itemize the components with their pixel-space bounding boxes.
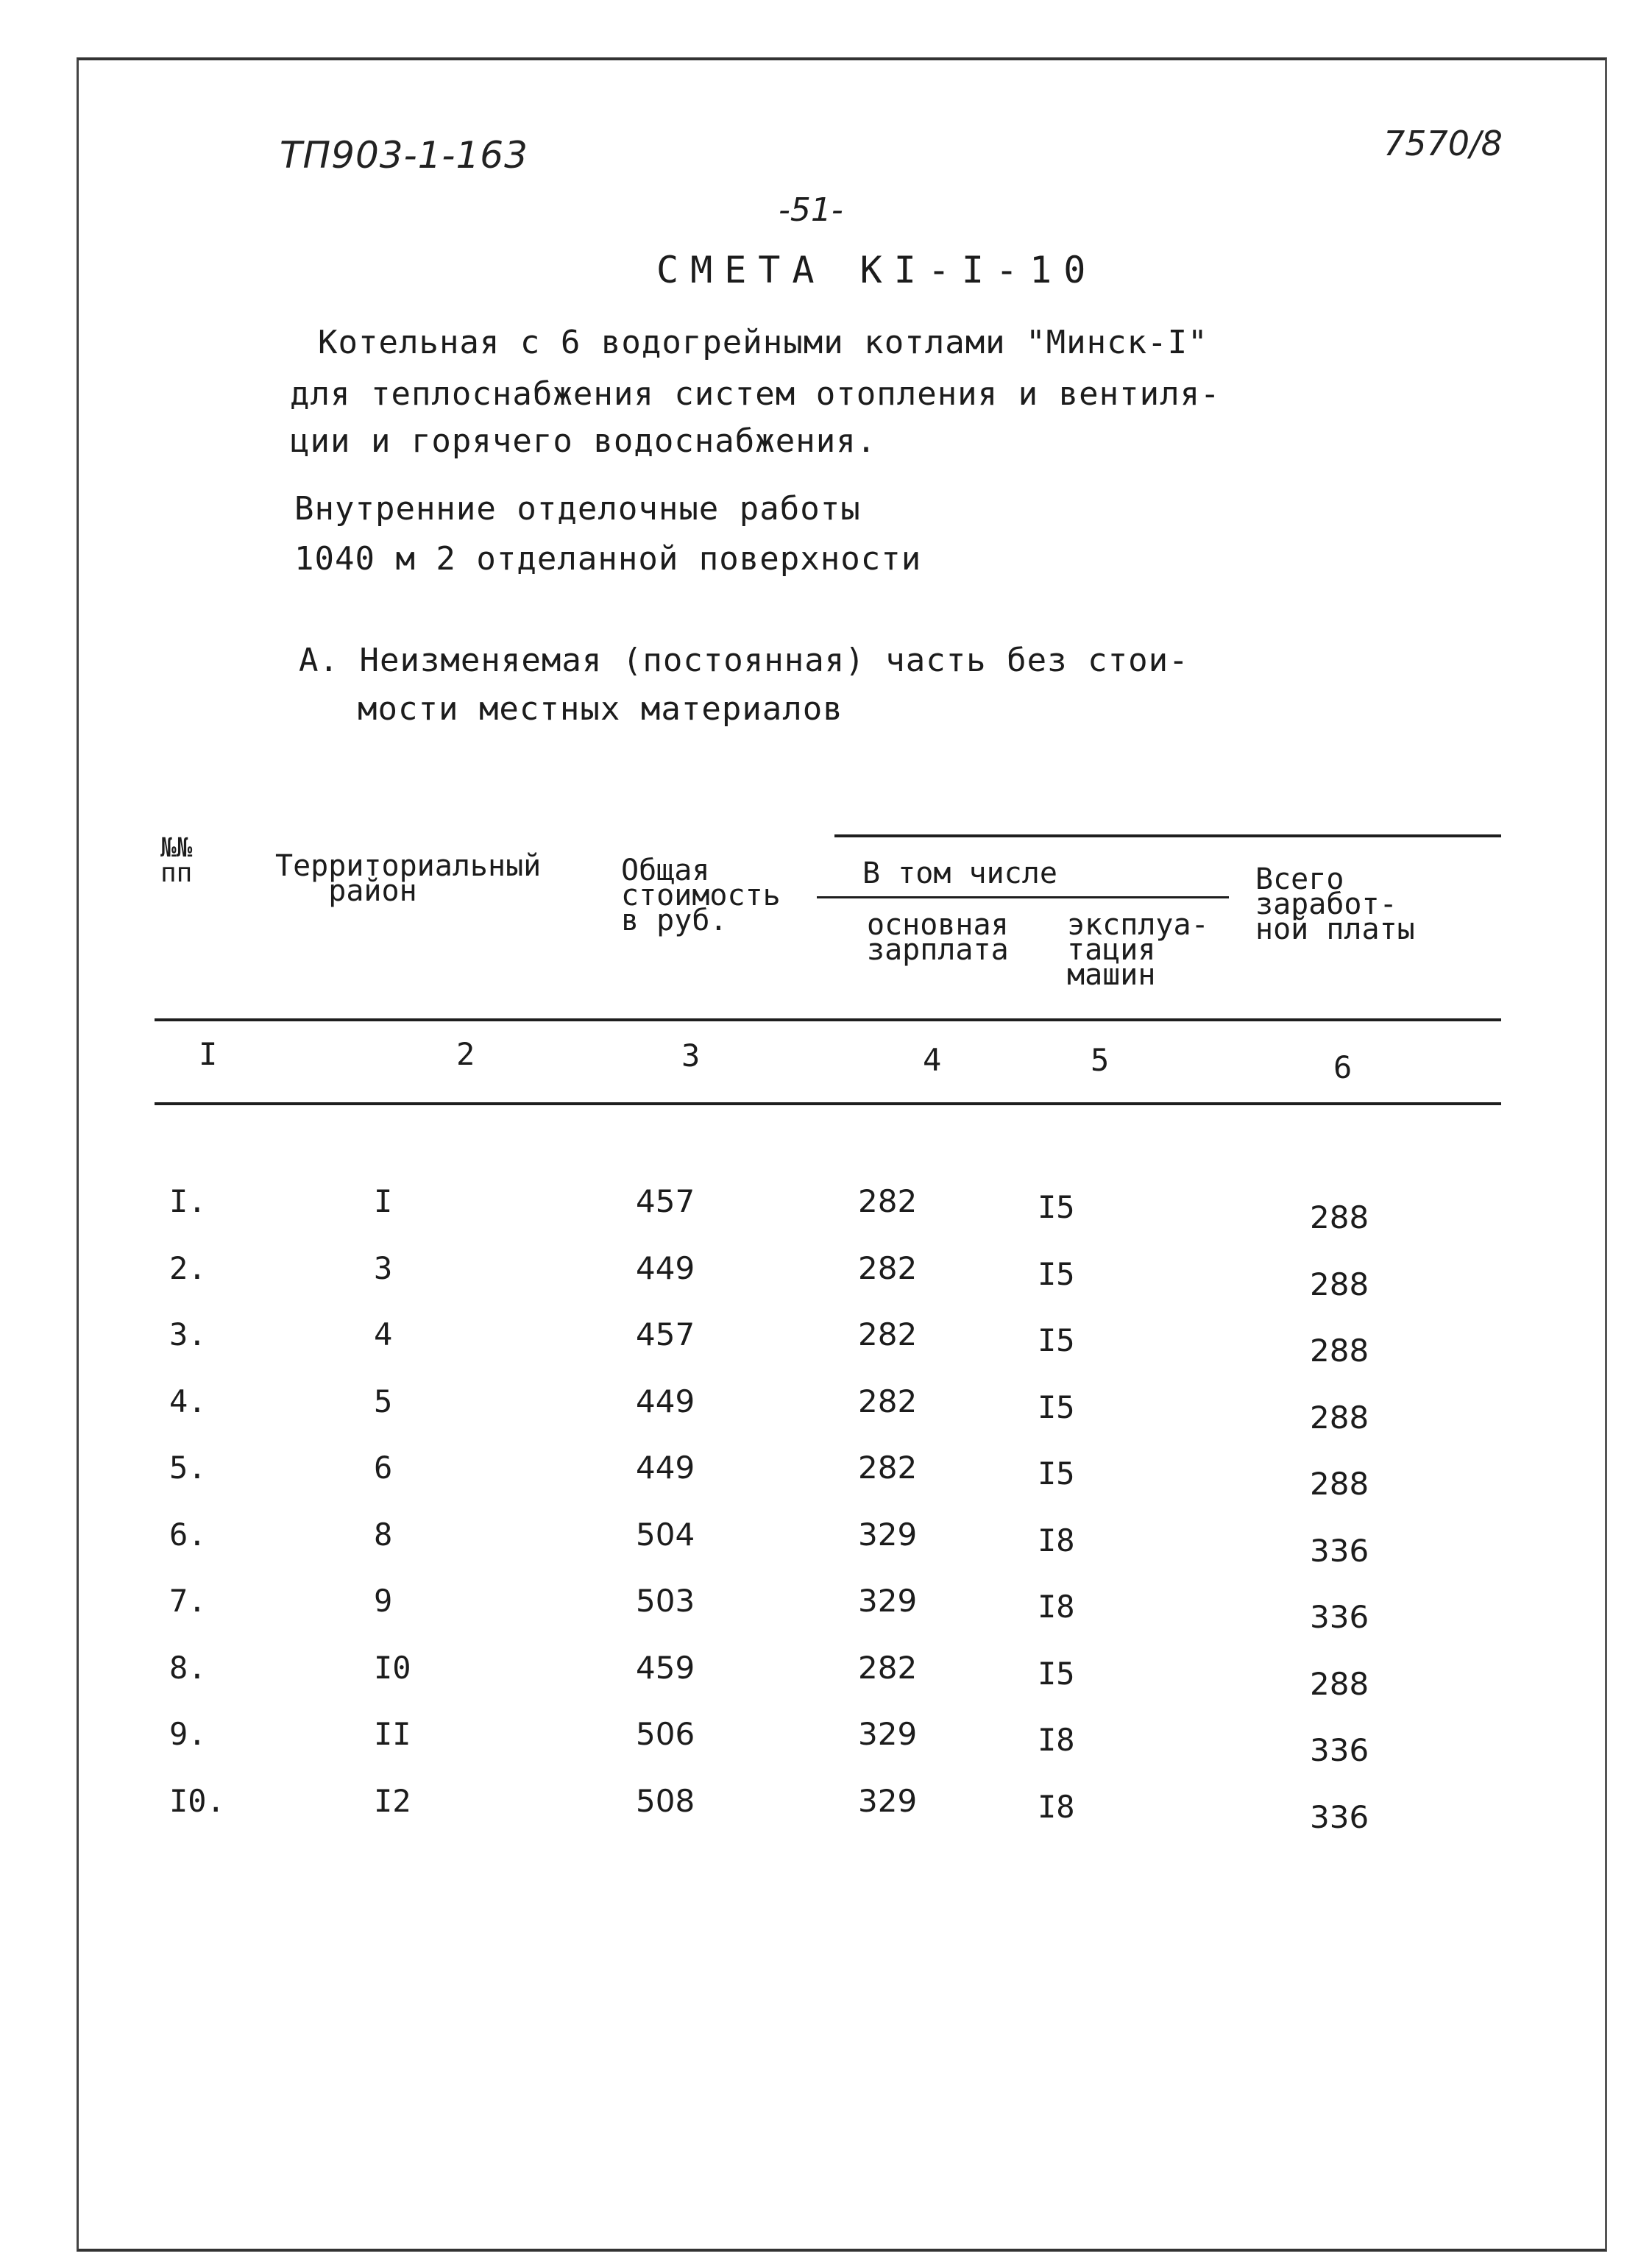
description-line-3: ции и горячего водоснабжения.	[290, 422, 877, 460]
row-base-salary: 282	[858, 1316, 918, 1352]
row-number: 7.	[169, 1583, 207, 1619]
row-district: II	[374, 1716, 411, 1752]
row-number: I.	[169, 1183, 207, 1219]
header-machines: эксплуа- тация машин	[1067, 908, 1209, 992]
row-district: I2	[374, 1782, 411, 1819]
row-total-wage: 288	[1310, 1665, 1369, 1702]
row-total-wage: 336	[1310, 1532, 1369, 1569]
description-line-1: Котельная с 6 водогрейными котлами "Минск-I"	[318, 324, 1208, 361]
row-total-cost: 449	[636, 1249, 695, 1286]
header-total: Общая стоимость в руб.	[621, 854, 781, 937]
row-total-cost: 449	[636, 1383, 695, 1419]
row-base-salary: 282	[858, 1450, 918, 1486]
estimate-title: СМЕТА КI-I-10	[656, 249, 1098, 291]
row-machine-operation: I5	[1038, 1189, 1075, 1225]
row-machine-operation: I8	[1038, 1522, 1075, 1558]
header-district: Территориальный район	[275, 849, 542, 908]
row-machine-operation: I5	[1038, 1255, 1075, 1292]
row-base-salary: 282	[858, 1249, 918, 1286]
numbering-rule	[155, 1102, 1501, 1105]
row-total-wage: 288	[1310, 1466, 1369, 1502]
row-number: 6.	[169, 1516, 207, 1553]
row-number: 8.	[169, 1649, 207, 1686]
row-base-salary: 329	[858, 1583, 918, 1619]
col-number-2: 2	[456, 1036, 475, 1072]
description-line-2: для теплоснабжения систем отопления и вентиля-	[290, 375, 1221, 413]
section-title-line-1: А. Неизменяемая (постоянная) часть без стои-	[299, 642, 1189, 679]
row-machine-operation: I5	[1038, 1455, 1075, 1492]
project-code: ТП903-1-163	[280, 134, 528, 177]
row-total-cost: 457	[636, 1183, 695, 1219]
group-header-rule	[817, 896, 1229, 898]
row-base-salary: 282	[858, 1649, 918, 1686]
row-district: 9	[374, 1583, 393, 1619]
row-total-wage: 336	[1310, 1732, 1369, 1768]
row-number: 3.	[169, 1316, 207, 1352]
work-type: Внутренние отделочные работы	[294, 490, 861, 528]
row-number: 2.	[169, 1249, 207, 1286]
row-total-wage: 288	[1310, 1199, 1369, 1235]
row-total-cost: 503	[636, 1583, 695, 1619]
row-machine-operation: I8	[1038, 1589, 1075, 1625]
header-group: В том числе	[862, 857, 1057, 890]
row-machine-operation: I8	[1038, 1722, 1075, 1758]
row-base-salary: 329	[858, 1516, 918, 1553]
header-salary: основная зарплата	[867, 908, 1009, 967]
row-number: 5.	[169, 1450, 207, 1486]
row-total-wage: 288	[1310, 1266, 1369, 1302]
work-volume: 1040 м 2 отделанной поверхности	[294, 540, 922, 578]
row-base-salary: 282	[858, 1383, 918, 1419]
header-num: №№ пп	[160, 833, 193, 888]
col-number-4: 4	[923, 1042, 942, 1078]
row-base-salary: 329	[858, 1716, 918, 1752]
row-total-wage: 288	[1310, 1399, 1369, 1436]
row-base-salary: 282	[858, 1183, 918, 1219]
table-top-rule	[834, 834, 1501, 837]
row-district: 5	[374, 1383, 393, 1419]
row-total-cost: 504	[636, 1516, 695, 1553]
header-bottom-rule	[155, 1018, 1501, 1021]
row-total-wage: 336	[1310, 1599, 1369, 1635]
row-total-cost: 459	[636, 1649, 695, 1686]
row-total-cost: 508	[636, 1782, 695, 1819]
row-total-cost: 506	[636, 1716, 695, 1752]
sheet-code: 7570/8	[1383, 124, 1503, 163]
row-total-cost: 449	[636, 1450, 695, 1486]
row-district: I0	[374, 1649, 411, 1686]
col-number-1: I	[199, 1036, 218, 1072]
row-district: I	[374, 1183, 393, 1219]
row-number: 4.	[169, 1383, 207, 1419]
page-number: -51-	[779, 191, 843, 229]
section-title-line-2: мости местных материалов	[358, 690, 843, 728]
row-district: 4	[374, 1316, 393, 1352]
row-number: I0.	[169, 1782, 225, 1819]
row-district: 3	[374, 1249, 393, 1286]
col-number-5: 5	[1091, 1042, 1110, 1078]
row-total-wage: 336	[1310, 1798, 1369, 1835]
col-number-6: 6	[1333, 1049, 1353, 1085]
row-machine-operation: I8	[1038, 1788, 1075, 1825]
row-base-salary: 329	[858, 1782, 918, 1819]
row-total-wage: 288	[1310, 1333, 1369, 1369]
col-number-3: 3	[681, 1038, 701, 1074]
row-machine-operation: I5	[1038, 1655, 1075, 1692]
row-machine-operation: I5	[1038, 1389, 1075, 1425]
row-number: 9.	[169, 1716, 207, 1752]
row-district: 6	[374, 1450, 393, 1486]
header-total-wage: Всего заработ- ной платы	[1255, 862, 1415, 946]
row-machine-operation: I5	[1038, 1322, 1075, 1358]
row-total-cost: 457	[636, 1316, 695, 1352]
row-district: 8	[374, 1516, 393, 1553]
